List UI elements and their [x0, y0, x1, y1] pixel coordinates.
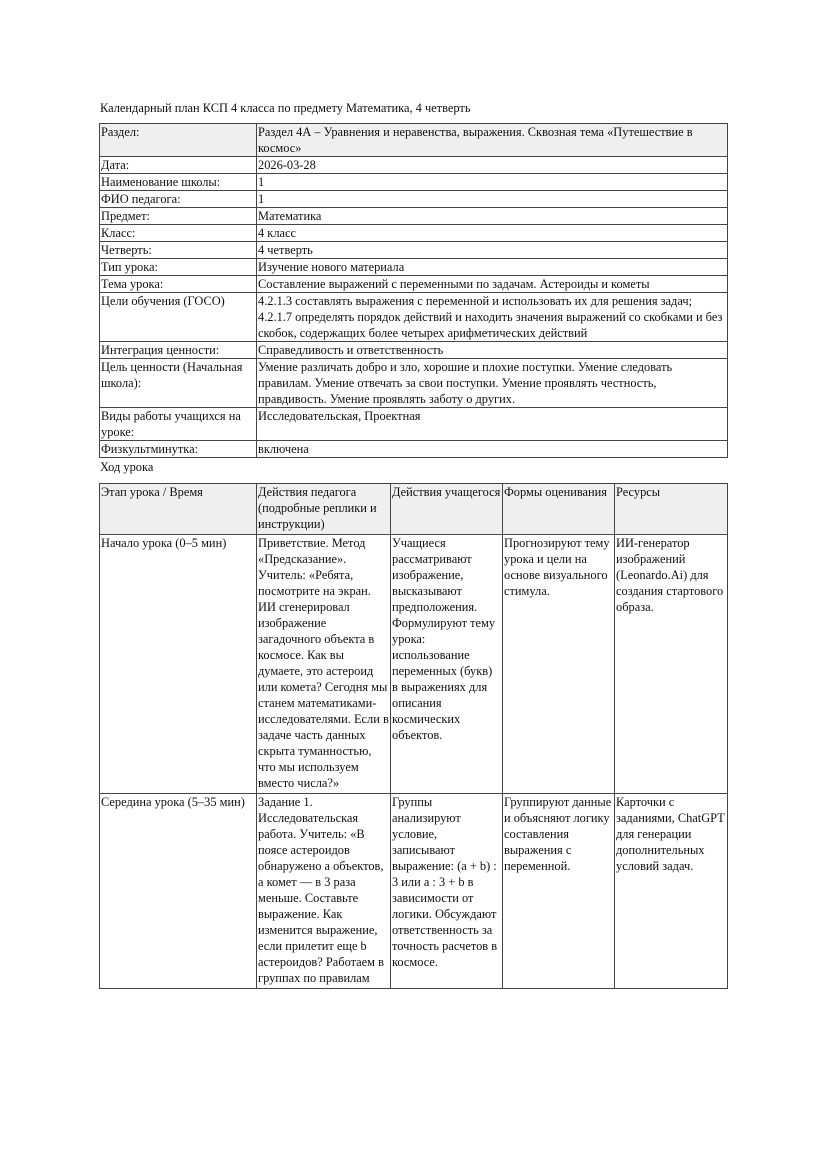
info-label: Дата:	[100, 157, 257, 174]
table-row	[100, 794, 728, 989]
info-value: 4 четверть	[257, 242, 728, 259]
info-row-subject	[100, 208, 728, 225]
column-header-teacher-actions: Действия педагога (подробные реплики и инструкции)	[257, 484, 391, 535]
info-row-learning-goals	[100, 293, 728, 342]
info-value: 1	[257, 174, 728, 191]
student-actions-cell: Учащиеся рассматривают изображение, высказывают предположения. Формулируют тему урока: использование переменных (букв) в выражениях для описания космических объектов.	[391, 535, 503, 794]
lesson-progress-heading: Ход урока	[100, 460, 154, 474]
info-value: 1	[257, 191, 728, 208]
info-value: Изучение нового материала	[257, 259, 728, 276]
info-row-date	[100, 157, 728, 174]
column-header-student-actions: Действия учащегося	[391, 484, 503, 535]
info-value: Математика	[257, 208, 728, 225]
info-label: Виды работы учащихся на уроке:	[100, 408, 257, 441]
info-value: Умение различать добро и зло, хорошие и плохие поступки. Умение следовать правилам. Умение отвечать за свои поступки. Умение проявлять честность, правдивость. Умение проявлять заботу о других.	[257, 359, 728, 408]
info-label: Цель ценности (Начальная школа):	[100, 359, 257, 408]
info-label: Четверть:	[100, 242, 257, 259]
info-label: Раздел:	[100, 124, 257, 157]
info-row-school	[100, 174, 728, 191]
info-row-grade	[100, 225, 728, 242]
column-header-resources: Ресурсы	[615, 484, 728, 535]
info-row-lesson-topic	[100, 276, 728, 293]
info-row-quarter	[100, 242, 728, 259]
steps-header-row	[100, 484, 728, 535]
info-row-teacher	[100, 191, 728, 208]
info-row-value-integration	[100, 342, 728, 359]
document-title: Календарный план КСП 4 класса по предмету Математика, 4 четверть	[100, 101, 471, 115]
info-value: Раздел 4А – Уравнения и неравенства, выражения. Сквозная тема «Путешествие в космос»	[257, 124, 728, 157]
lesson-info-table	[99, 123, 728, 458]
info-label: Класс:	[100, 225, 257, 242]
info-value: Составление выражений с переменными по задачам. Астероиды и кометы	[257, 276, 728, 293]
resources-cell: ИИ-генератор изображений (Leonardo.Ai) для создания стартового образа.	[615, 535, 728, 794]
info-label: Интеграция ценности:	[100, 342, 257, 359]
info-label: Предмет:	[100, 208, 257, 225]
info-row-section	[100, 124, 728, 157]
info-value: 4.2.1.3 составлять выражения с переменной и использовать их для решения задач; 4.2.1.7 определять порядок действий и находить значения выражений со скобками и без скобок, содержащих более четырех арифметических действий	[257, 293, 728, 342]
column-header-assessment: Формы оценивания	[503, 484, 615, 535]
info-value: Исследовательская, Проектная	[257, 408, 728, 441]
info-value: 2026-03-28	[257, 157, 728, 174]
info-label: Физкультминутка:	[100, 441, 257, 458]
stage-cell: Середина урока (5–35 мин)	[100, 794, 257, 989]
info-value: включена	[257, 441, 728, 458]
info-label: ФИО педагога:	[100, 191, 257, 208]
resources-cell: Карточки с заданиями, ChatGPT для генерации дополнительных условий задач.	[615, 794, 728, 989]
info-label: Тип урока:	[100, 259, 257, 276]
info-row-work-types	[100, 408, 728, 441]
assessment-cell: Группируют данные и объясняют логику составления выражения с переменной.	[503, 794, 615, 989]
document-page	[99, 99, 727, 989]
stage-cell: Начало урока (0–5 мин)	[100, 535, 257, 794]
lesson-steps-table	[99, 483, 728, 989]
table-row	[100, 535, 728, 794]
column-header-stage: Этап урока / Время	[100, 484, 257, 535]
teacher-actions-cell: Приветствие. Метод «Предсказание». Учитель: «Ребята, посмотрите на экран. ИИ сгенерировал изображение загадочного объекта в космосе. Как вы думаете, это астероид или комета? Сегодня мы станем математиками-исследователями. Если в задаче часть данных скрыта туманностью, что мы используем вместо числа?»	[257, 535, 391, 794]
assessment-cell: Прогнозируют тему урока и цели на основе визуального стимула.	[503, 535, 615, 794]
info-row-value-goal	[100, 359, 728, 408]
info-label: Цели обучения (ГОСО)	[100, 293, 257, 342]
info-value: Справедливость и ответственность	[257, 342, 728, 359]
info-label: Тема урока:	[100, 276, 257, 293]
student-actions-cell: Группы анализируют условие, записывают выражение: (a + b) : 3 или a : 3 + b в зависимости от логики. Обсуждают ответственность за точность расчетов в космосе.	[391, 794, 503, 989]
info-value: 4 класс	[257, 225, 728, 242]
info-row-physical-break	[100, 441, 728, 458]
info-label: Наименование школы:	[100, 174, 257, 191]
teacher-actions-cell: Задание 1. Исследовательская работа. Учитель: «В поясе астероидов обнаружено a объектов, а комет — в 3 раза меньше. Составьте выражение. Как изменится выражение, если прилетит еще b астероидов? Работаем в группах по правилам	[257, 794, 391, 989]
info-row-lesson-type	[100, 259, 728, 276]
